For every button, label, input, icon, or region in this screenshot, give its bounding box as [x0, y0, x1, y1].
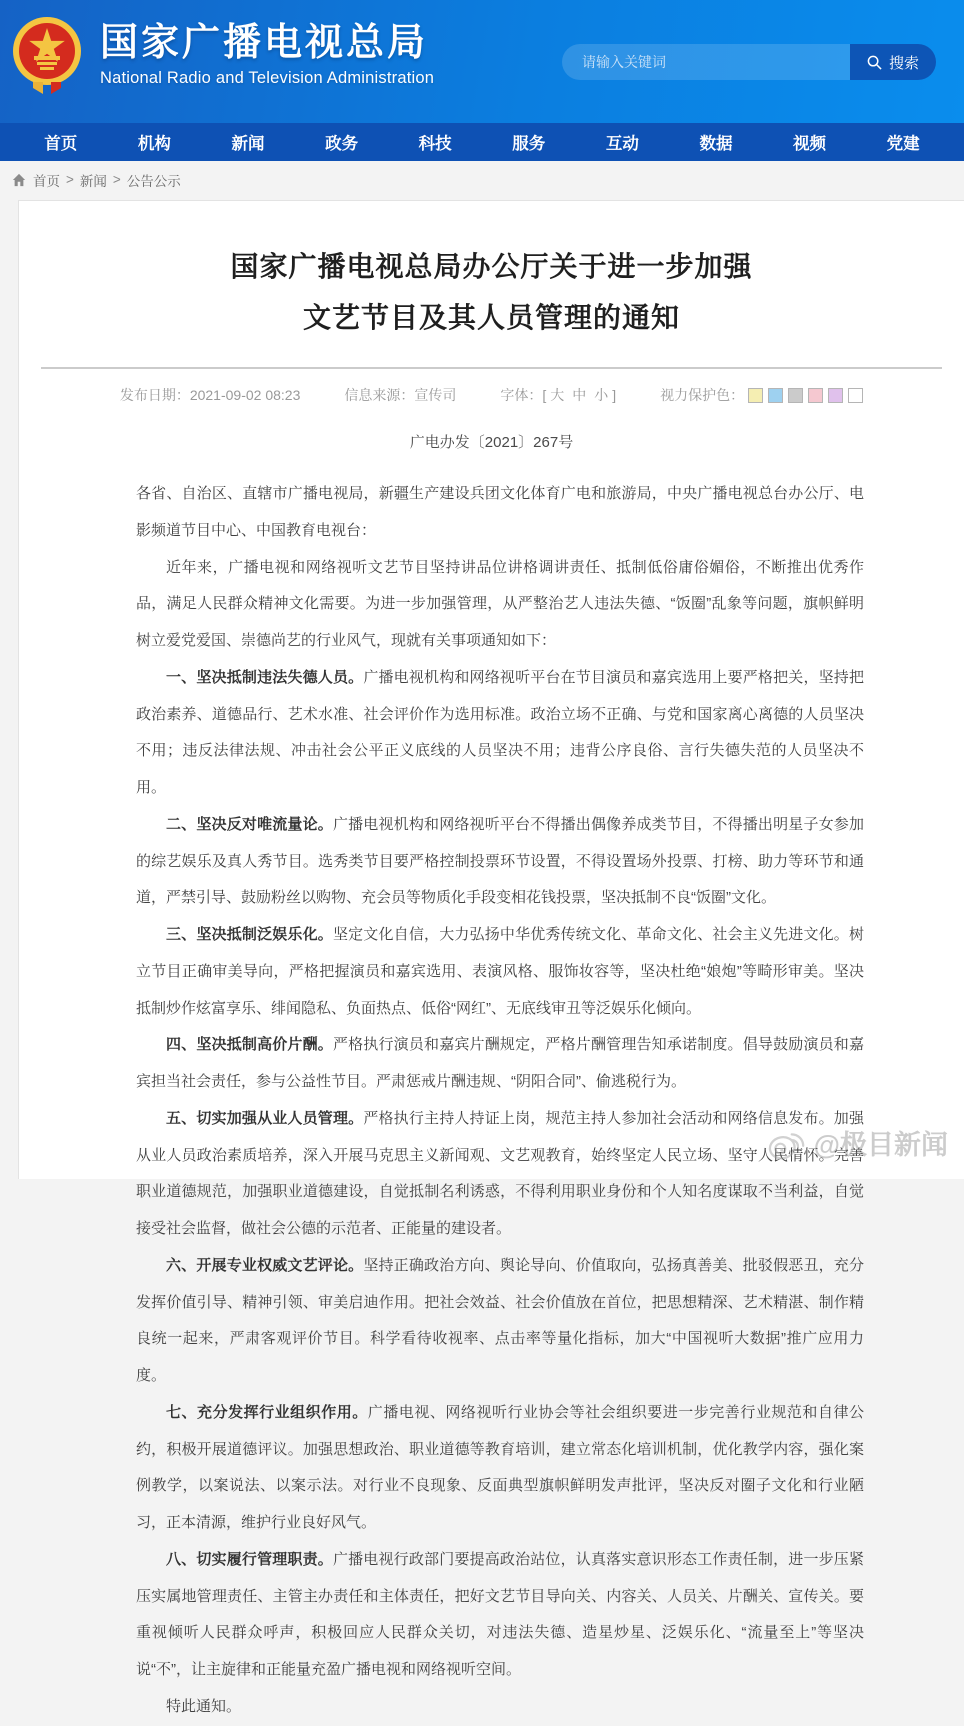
article-paragraph: 八、切实履行管理职责。广播电视行政部门要提高政治站位，认真落实意识形态工作责任制，进一步压紧压实属地管理责任、主管主办责任和主体责任，把好文艺节目导向关、内容关、人员关、片酬关、宣传关。要重视倾听人民群众呼声，积极回应人民群众关切，对违法失德、造星炒星、泛娱乐化、“流量至上”等坚决说“不”，让主旋律和正能量充盈广播电视和网络视听空间。: [136, 1550, 864, 1678]
paragraph-lead: 二、坚决反对唯流量论。: [166, 815, 333, 833]
info-source: 信息来源： 宣传司: [344, 387, 457, 403]
article-title-line1: 国家广播电视总局办公厅关于进一步加强: [230, 251, 753, 282]
nav-item-7[interactable]: 数据: [699, 135, 733, 153]
breadcrumb-separator: >: [66, 172, 74, 187]
site-header: [0, 0, 964, 123]
paragraph-lead: 五、切实加强从业人员管理。: [166, 1109, 364, 1127]
article-paragraph: 特此通知。: [166, 1697, 242, 1715]
paragraph-lead: 三、坚决抵制泛娱乐化。: [166, 926, 333, 943]
paragraph-lead: 一、坚决抵制违法失德人员。: [166, 668, 364, 686]
main-nav: [0, 123, 964, 161]
search-button[interactable]: [850, 44, 936, 80]
article-paragraph: 二、坚决反对唯流量论。广播电视机构和网络视听平台不得播出偶像养成类节目，不得播出明星子女参加的综艺娱乐及真人秀节目。选秀类节目要严格控制投票环节设置，不得设置场外投票、打榜、助力等环节和通道，严禁引导、鼓励粉丝以购物、充会员等物质化手段变相花钱投票，坚决抵制不良“饭圈”文化。: [136, 815, 864, 907]
paragraph-lead: 四、坚决抵制高价片酬。: [166, 1036, 333, 1054]
font-size-option-1[interactable]: 中: [572, 387, 587, 403]
site-subtitle: National Radio and Television Administration: [100, 69, 435, 88]
home-icon: [12, 173, 26, 187]
eye-protect-swatch-1[interactable]: [768, 388, 783, 403]
search-icon: [867, 55, 882, 70]
search-button-label: 搜索: [888, 54, 919, 72]
paragraph-lead: 七、充分发挥行业组织作用。: [166, 1403, 368, 1421]
article-paragraph: 五、切实加强从业人员管理。严格执行主持人持证上岗，规范主持人参加社会活动和网络信息发布。加强从业人员政治素质培养，深入开展马克思主义新闻观、文艺观教育，始终坚定人民立场、坚守人民情怀。完善职业道德规范，加强职业道德建设，自觉抵制名利诱惑，不得利用职业身份和个人知名度谋取不当利益，自觉接受社会监督，做社会公德的示范者、正能量的建设者。: [136, 1109, 864, 1237]
breadcrumb-item-2[interactable]: 公告公示: [126, 173, 181, 189]
article-body: [136, 476, 864, 1726]
breadcrumb: [0, 161, 964, 198]
breadcrumb-item-0[interactable]: 首页: [33, 173, 60, 189]
font-size-option-2[interactable]: 小: [594, 387, 609, 403]
national-emblem-icon: [10, 14, 84, 96]
article-paragraph: 三、坚决抵制泛娱乐化。坚定文化自信，大力弘扬中华优秀传统文化、革命文化、社会主义先进文化。树立节目正确审美导向，严格把握演员和嘉宾选用、表演风格、服饰妆容等，坚决杜绝“娘炮”等畸形审美。坚决抵制炒作炫富享乐、绯闻隐私、负面热点、低俗“网红”、无底线审丑等泛娱乐化倾向。: [136, 926, 864, 1017]
article-panel: [18, 200, 964, 1715]
nav-item-0[interactable]: 首页: [44, 135, 78, 153]
watermark-text: @极目新闻: [813, 1129, 948, 1160]
nav-item-5[interactable]: 服务: [512, 135, 546, 153]
article-title: [59, 241, 924, 343]
nav-item-8[interactable]: 视频: [793, 135, 827, 153]
publish-date: 发布日期： 2021-09-02 08:23: [119, 387, 301, 403]
paragraph-lead: 八、切实履行管理职责。: [166, 1550, 333, 1568]
search-input[interactable]: [562, 44, 850, 80]
breadcrumb-separator: >: [112, 172, 121, 187]
site-title: 国家广播电视总局: [100, 21, 429, 64]
article-meta: [19, 385, 964, 405]
nav-item-2[interactable]: 新闻: [231, 135, 265, 153]
eye-protect-swatch-4[interactable]: [828, 388, 843, 403]
font-size-option-0[interactable]: 大: [550, 387, 565, 403]
article-paragraph: 七、充分发挥行业组织作用。广播电视、网络视听行业协会等社会组织要进一步完善行业规范和自律公约，积极开展道德评议。加强思想政治、职业道德等教育培训，建立常态化培训机制，优化教学内容，强化案例教学，以案说法、以案示法。对行业不良现象、反面典型旗帜鲜明发声批评，坚决反对圈子文化和行业陋习，正本清源，维护行业良好风气。: [136, 1403, 864, 1531]
eye-protect-swatch-2[interactable]: [788, 388, 803, 403]
nav-item-9[interactable]: 党建: [886, 135, 920, 153]
title-divider: [41, 367, 942, 369]
breadcrumb-item-1[interactable]: 新闻: [79, 173, 107, 189]
article-paragraph: 一、坚决抵制违法失德人员。广播电视机构和网络视听平台在节目演员和嘉宾选用上要严格把关，坚持把政治素养、道德品行、艺术水准、社会评价作为选用标准。政治立场不正确、与党和国家离心离德的人员坚决不用；违反法律法规、冲击社会公平正义底线的人员坚决不用；违背公序良俗、言行失德失范的人员坚决不用。: [136, 668, 864, 796]
document-number: 广电办发〔2021〕267号: [409, 434, 574, 451]
article-paragraph: 六、开展专业权威文艺评论。坚持正确政治方向、舆论导向、价值取向，弘扬真善美、批驳假恶丑，充分发挥价值引导、精神引领、审美启迪作用。把社会效益、社会价值放在首位，把思想精深、艺术精湛、制作精良统一起来，严肃客观评价节目。科学看待收视率、点击率等量化指标，加大“中国视听大数据”推广应用力度。: [136, 1256, 864, 1384]
nav-item-4[interactable]: 科技: [418, 135, 452, 153]
article-paragraph: 近年来，广播电视和网络视听文艺节目坚持讲品位讲格调讲责任、抵制低俗庸俗媚俗，不断推出优秀作品，满足人民群众精神文化需要。为进一步加强管理，从严整治艺人违法失德、“饭圈”乱象等问题，旗帜鲜明树立爱党爱国、崇德尚艺的行业风气，现就有关事项通知如下：: [136, 558, 864, 649]
article-paragraph: 各省、自治区、直辖市广播电视局，新疆生产建设兵团文化体育广电和旅游局，中央广播电视总台办公厅、电影频道节目中心、中国教育电视台：: [136, 485, 864, 539]
eye-protect-swatch-3[interactable]: [808, 388, 823, 403]
article-paragraph: 四、坚决抵制高价片酬。严格执行演员和嘉宾片酬规定，严格片酬管理告知承诺制度。倡导鼓励演员和嘉宾担当社会责任，参与公益性节目。严肃惩戒片酬违规、“阴阳合同”、偷逃税行为。: [136, 1036, 864, 1090]
article-title-line2: 文艺节目及其人员管理的通知: [302, 302, 680, 333]
nav-item-1[interactable]: 机构: [137, 135, 171, 153]
search-bar: [562, 44, 936, 80]
eye-protect-swatch-5[interactable]: [848, 388, 863, 403]
eye-protect-swatch-0[interactable]: [748, 388, 763, 403]
paragraph-lead: 六、开展专业权威文艺评论。: [166, 1256, 364, 1274]
nav-item-6[interactable]: 互动: [605, 135, 639, 153]
nav-item-3[interactable]: 政务: [325, 135, 359, 153]
font-size-control: 字体： [ 大 中 小 ]: [500, 387, 617, 403]
eye-protect-control: 视力保护色：: [660, 385, 863, 405]
site-brand: [10, 14, 434, 96]
